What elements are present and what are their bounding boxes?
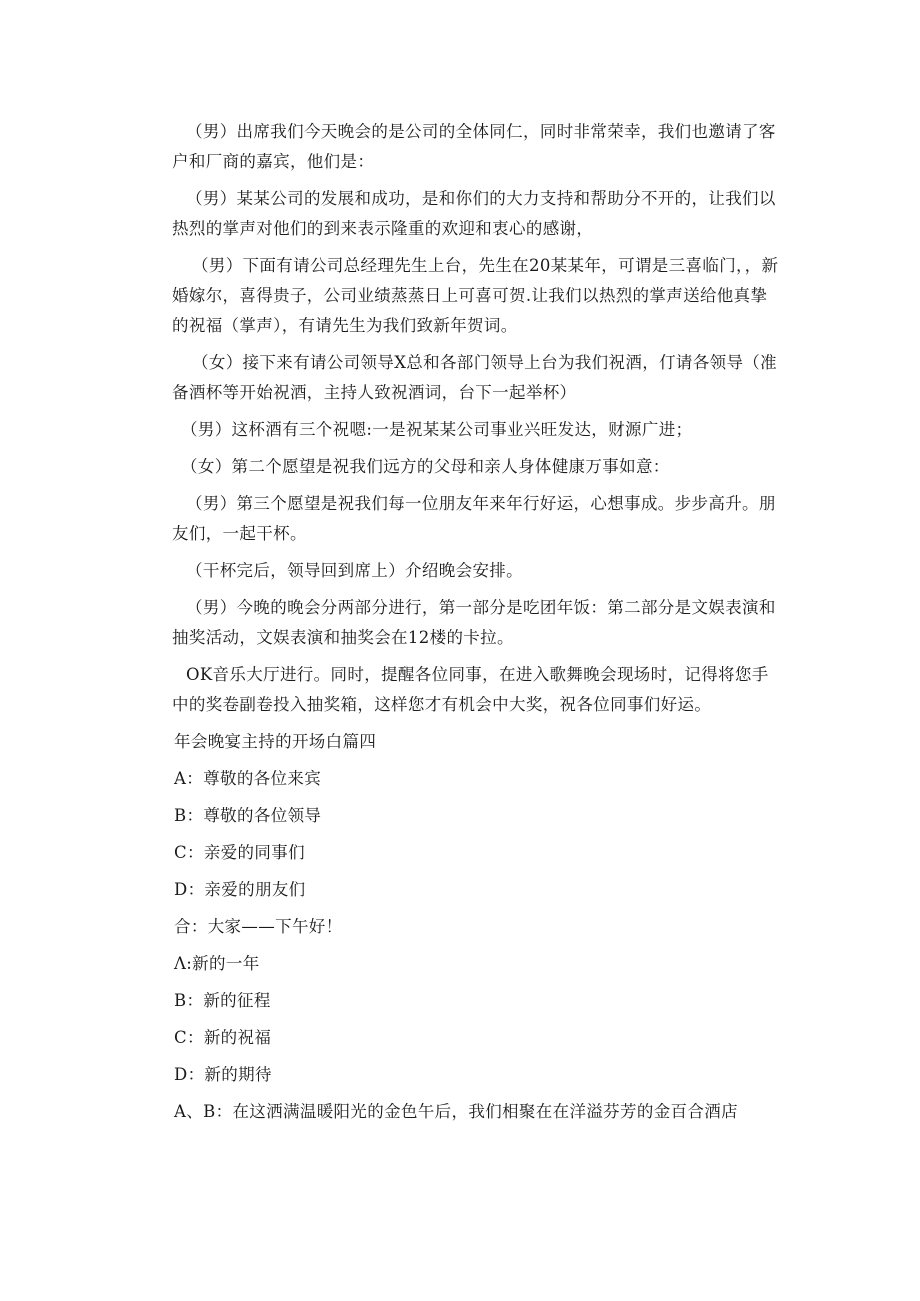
script-line: B：新的征程 (174, 991, 271, 1010)
document-body (172, 117, 784, 1134)
script-line: C：新的祝福 (174, 1028, 272, 1047)
paragraph-second-wish: （女）第二个愿望是祝我们远方的父母和亲人身体健康万事如意： (181, 457, 670, 476)
script-line: Λ:新的一年 (174, 954, 260, 973)
script-line: A：尊敬的各位来宾 (174, 769, 322, 788)
script-line: B：尊敬的各位领导 (174, 806, 322, 825)
paragraph-toast-invite: （女）接下来有请公司领导X总和各部门领导上台为我们祝酒，仃请各领导（准备酒杯等开始祝酒，主持人致祝酒词，台下一起举杯） (172, 353, 777, 402)
script-line: A、B：在这洒满温暖阳光的金色午后，我们相聚在在洋溢芬芳的金百合酒店 (174, 1102, 738, 1121)
paragraph-evening-program: （男）今晚的晚会分两部分进行，第一部分是吃团年饭：第二部分是文娱表演和抽奖活动，文娱表演和抽奖会在12楼的卡拉。 (172, 598, 776, 647)
paragraph-general-manager: （男）下面有请公司总经理先生上台，先生在20某某年，可谓是三喜临门，，新婚嫁尔，喜得贵子，公司业绩蒸蒸日上可喜可贺.让我们以热烈的掌声送给他真挚的祝福（掌声），有请先生为我们致新年贺词。 (172, 256, 779, 335)
script-line: 合：大家——下午好！ (174, 917, 343, 936)
paragraph-lottery-reminder: OK音乐大厅进行。同时，提醒各位同事，在进入歌舞晚会现场时，记得将您手中的奖卷副卷投入抽奖箱，这样您才有机会中大奖，祝各位同事们好运。 (172, 665, 769, 714)
paragraph-first-wish: （男）这杯酒有三个祝嗯:一是祝某某公司事业兴旺发达，财源广进； (181, 420, 693, 439)
paragraph-after-toast: （干杯完后，领导回到席上）介绍晚会安排。 (186, 561, 523, 580)
section-heading: 年会晚宴主持的开场白篇四 (174, 732, 377, 751)
script-line: C：亲爱的同事们 (174, 843, 305, 862)
paragraph-thanks: （男）某某公司的发展和成功，是和你们的大力支持和帮助分不开的，让我们以热烈的掌声对他们的到来表示隆重的欢迎和衷心的感谢， (172, 189, 776, 238)
script-line: D：亲爱的朋友们 (174, 880, 306, 899)
paragraph-guests-intro: （男）出席我们今天晚会的是公司的全体同仁，同时非常荣幸，我们也邀请了客户和厂商的嘉宾，他们是： (172, 122, 776, 171)
script-line: D：新的期待 (174, 1065, 272, 1084)
paragraph-third-wish: （男）第三个愿望是祝我们每一位朋友年来年行好运，心想事成。步步高升。朋友们，一起干杯。 (172, 494, 776, 543)
